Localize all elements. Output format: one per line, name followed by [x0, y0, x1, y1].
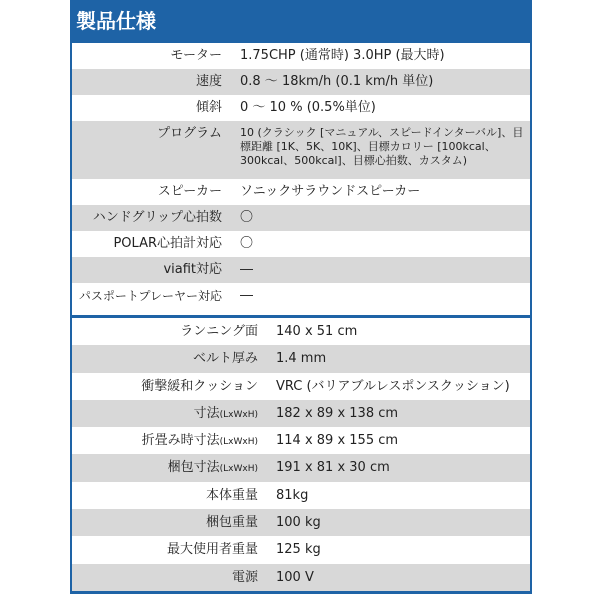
spec-value: 182 x 89 x 138 cm [276, 405, 399, 421]
spec-value: 125 kg [276, 542, 321, 558]
spec-row-package-weight [72, 509, 530, 536]
spec-label: 速度 [195, 74, 222, 89]
spec-label: 梱包重量 [205, 515, 258, 531]
spec-label: viafit対応 [163, 262, 222, 277]
spec-value: ― [240, 288, 253, 303]
spec-label: ハンドグリップ心拍数 [92, 210, 222, 225]
spec-value: 140 x 51 cm [276, 324, 358, 339]
spec-row-belt [72, 345, 530, 372]
spec-value: 114 x 89 x 155 cm [276, 433, 399, 449]
spec-row-viafit [72, 257, 530, 283]
spec-row-running-surface [72, 318, 530, 345]
spec-section-dimensions [72, 318, 530, 591]
spec-label [72, 427, 268, 454]
spec-label [72, 400, 268, 427]
spec-row-incline [72, 95, 530, 121]
spec-value: 0 ～ 10 % (0.5%単位) [240, 100, 376, 115]
spec-value: VRC (バリアブルレスポンスクッション) [276, 378, 510, 394]
spec-label-unit: (LxWxH) [219, 464, 258, 475]
spec-row-handgrip-hr [72, 205, 530, 231]
spec-row-program [72, 121, 530, 179]
spec-value: 〇 [240, 236, 254, 251]
spec-value: 1.75CHP (通常時) 3.0HP (最大時) [240, 48, 445, 63]
spec-row-cushion [72, 373, 530, 400]
spec-row-package-size [72, 454, 530, 481]
spec-label-unit: (LxWxH) [219, 409, 258, 420]
spec-value: 〇 [240, 210, 254, 225]
spec-value: 0.8 ～ 18km/h (0.1 km/h 単位) [240, 74, 434, 89]
spec-label: POLAR心拍計対応 [113, 236, 222, 251]
spec-title: 製品仕様 [70, 0, 532, 42]
spec-row-size [72, 400, 530, 427]
spec-row-polar [72, 231, 530, 257]
spec-row-passport [72, 283, 530, 309]
spec-row-motor [72, 43, 530, 69]
spec-row-speaker [72, 179, 530, 205]
spec-label: スピーカー [157, 184, 222, 199]
spec-label-text: 折畳み時寸法 [141, 433, 220, 449]
spec-label: ランニング面 [180, 324, 258, 339]
spec-value: ― [240, 262, 253, 277]
spec-label [72, 454, 268, 481]
spec-label-unit: (LxWxH) [219, 437, 258, 448]
spec-value: 81kg [276, 487, 309, 503]
spec-row-power [72, 564, 530, 591]
spec-label: プログラム [157, 126, 222, 141]
spec-label: 傾斜 [195, 100, 222, 115]
spec-value: ソニックサラウンドスピーカー [240, 184, 421, 199]
spec-value: 10 (クラシック [マニュアル、スピードインターバル]、目標距離 [1K、5K、10K]、目標カロリー [100kcal、300kcal、500kcal]、目標心拍数、カスタム) [240, 126, 524, 167]
spec-row-max-user-weight [72, 536, 530, 563]
spec-row-folded-size [72, 427, 530, 454]
spec-row-weight [72, 482, 530, 509]
spec-label: パスポートプレーヤー対応 [78, 289, 222, 303]
spec-label-text: 梱包寸法 [167, 460, 220, 476]
spec-label-text: 寸法 [193, 405, 220, 421]
spec-value: 100 kg [276, 515, 321, 531]
spec-value: 191 x 81 x 30 cm [276, 460, 390, 476]
spec-label: 本体重量 [205, 487, 258, 503]
spec-value: 1.4 mm [276, 351, 327, 367]
spec-label: ベルト厚み [192, 351, 258, 367]
spec-label: モーター [170, 48, 222, 63]
spec-label: 衝撃緩和クッション [141, 378, 258, 394]
spec-section-performance [72, 43, 530, 315]
spec-row-speed [72, 69, 530, 95]
spec-label: 電源 [231, 569, 258, 585]
spec-value: 100 V [276, 569, 314, 585]
spec-label: 最大使用者重量 [166, 542, 258, 558]
